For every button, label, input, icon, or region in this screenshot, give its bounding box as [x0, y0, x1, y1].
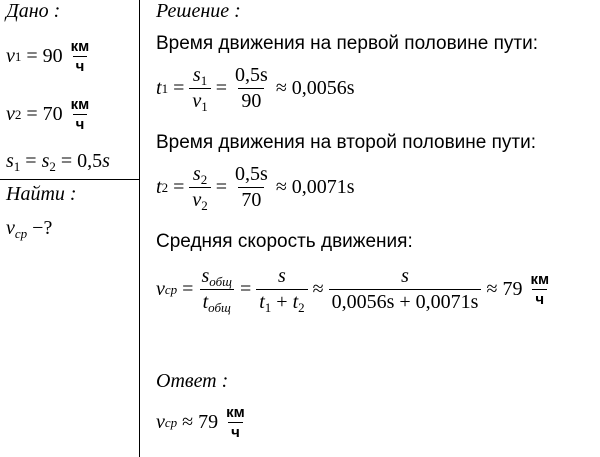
solution-text-2: Время движения на второй половине пути:: [156, 132, 537, 153]
given-bottom-divider: [0, 179, 140, 180]
answer-value: v ср ≈ 79 $\frac{км}{ч}$: [156, 404, 248, 441]
unit-kmh: $\frac{км}{ч}$: [70, 38, 90, 75]
solution-header: Решение :: [156, 0, 241, 22]
solution-text-3: Средняя скорость движения:: [156, 231, 413, 252]
unit-kmh: $\frac{км}{ч}$: [530, 271, 550, 308]
equation-t2: t 2 = $\frac{s_2}{v_2}$ = $\frac{0,5s}{70}$ ≈ 0,0071s: [156, 163, 355, 213]
given-v2: v 2 = 70 $\frac{км}{ч}$: [6, 96, 92, 133]
vertical-divider: [139, 0, 140, 457]
given-s: $s_1 = s_2 = 0,5s$: [6, 150, 110, 174]
unit-kmh: $\frac{км}{ч}$: [226, 404, 245, 441]
solution-text-1: Время движения на первой половине пути:: [156, 33, 539, 54]
answer-header: Ответ :: [156, 370, 229, 392]
equation-vavg: v ср = $\frac{s_{общ}}{t_{общ}}$ = $\frac{s}{t_1 + t_2}$ ≈ $\frac{s}{0,0056s + 0,0071s}$ ≈ 79 $\frac{км}{ч}$: [156, 265, 552, 314]
given-header: Дано :: [6, 0, 61, 22]
given-v1: v 1 = 90 $\frac{км}{ч}$: [6, 38, 92, 75]
find-item: $v_{ср}$ −?: [6, 217, 53, 241]
unit-kmh: $\frac{км}{ч}$: [70, 96, 90, 133]
equation-t1: t 1 = $\frac{s_1}{v_1}$ = $\frac{0,5s}{90}$ ≈ 0,0056s: [156, 64, 355, 114]
find-header: Найти :: [6, 183, 77, 205]
